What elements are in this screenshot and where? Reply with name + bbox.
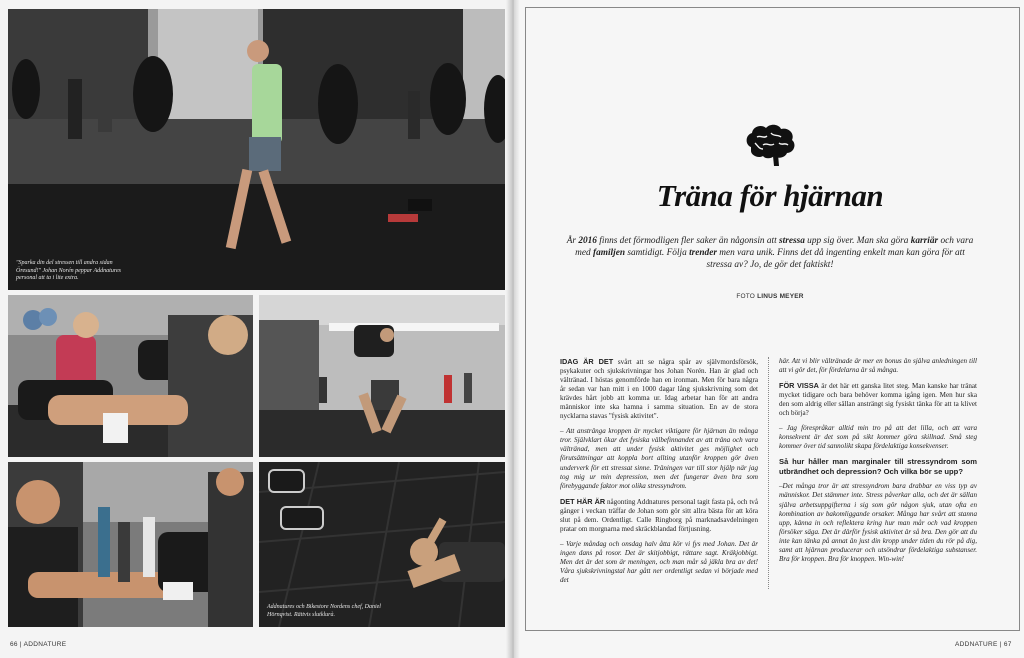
photo-group-training <box>8 462 253 627</box>
photo-pads-training <box>8 295 253 457</box>
photo-woman-on-floor <box>259 462 505 627</box>
photo-caption: "Sparka din del stressen till andra sidan Öresund!" Johan Norén peppar Addnatures personal att ta i lite extra. <box>16 260 121 281</box>
article-intro: År 2016 finns det förmodligen fler saker än någonsin att stressa upp sig över. Man ska göra karriär och vara med familjen samtidigt. Följa trender men vara unik. Finns det då ingenting enkelt man kan göra för att stressa av? Jo, de gör det faktiskt! <box>566 236 974 270</box>
column-divider <box>768 357 770 589</box>
photo-credit: FOTO LINUS MEYER <box>736 293 804 300</box>
page-number-right: ADDNATURE | 67 <box>955 641 1012 648</box>
page-gutter <box>506 0 520 658</box>
photo-jumping-exercise <box>259 295 505 457</box>
body-column-left: IDAG ÄR DET svårt att se några spår av självmordsförsök, psykakuter och sjukskrivningar hos Johan Norén. Han är glad och vältränad. I höstas genomförde han en ironman. Men för bara några år sedan var han mitt i en 1000 dagar lång sjukskrivning som det krävdes hårt jobb att komma ur. Idag arbetar han för att andra människor inte ska hamna i samma situation. En av de stora nycklarna stavas "fysisk aktivitet". – Att anstränga kroppen är mycket viktigare för hjärnan än många tror. Självklart ökar det fysiska välbefinnandet av att träna och vara vältränad, men att under fysisk aktivitet ges möjlighet och förutsättningar att koppla bort allting utanför kroppen gör även underverk för ett stressat sinne. Träningen var till stor hjälp när jag tog mig ur min depression, men det fungerar även bra som förebyggande faktor mot olika stressyndrom. DET HÄR ÄR någonting Addnatures personal tagit fasta på, och två gånger i veckan träffar de Johan som gör sitt allra bästa för att köra slut på dem. Ordentligt. Calle Ringborg på marknadsavdelningen pratar om morgnarna med skräckblandad förtjusning. – Varje måndag och onsdag halv åtta kör vi fys med Johan. Det är ingen dans på rosor. Det är skitjobbigt, rättare sagt. Kräkjobbigt. Men det är det som är meningen, och man mår så jäkla bra av det! Våra sjukskrivningstal har gått ner ordentligt sedan vi började med det <box>560 357 758 585</box>
article-title: Träna för hjärnan <box>656 178 884 213</box>
photo-caption: Addnatures och Bikestore Nordens chef, Daniel Hörnqvist. Rättvis slutklurà. <box>267 604 381 618</box>
body-column-right: här. Att vi blir vältränade är mer en bonus än själva anledningen till att vi gör det, för fördelarna är så många. FÖR VISSA är det här ett ganska litet steg. Man kanske har tränat mycket tidigare och bara behöver komma igång igen. Men hur ska den som aldrig eller sällan ansträngt sig fysiskt tänka för att ta klivet och börja? – Jag förespråkar alltid min tro på att det lilla, och att vara konsekvent är det som på sikt kommer göra skillnad. Små steg kommer över tid sannolikt skapa fördelaktiga konsekvenser. Så hur håller man marginaler till stressyndrom som utbrändhet och depression? Och vilka bör se upp? –Det många tror är att stressyndrom bara drabbar en viss typ av människor. Det stämmer inte. Stress påverkar alla, och det är sällan själva arbetsuppgifterna i sig som gör någon sjuk, utan ofta en kombination av bakomliggande orsaker. Många har svårt att stanna upp, känna in och reflektera kring hur man mår och vad kroppen försöker säga. Det är därför fysisk aktivitet är så bra. Den gör att du inte kan tänka på annat än just din kropp under tiden du rör på dig, samt att hjärnan producerar och utsöndrar fördelaktiga substanser. Bra för kroppen. Bra för knoppen. Win-win! <box>779 357 978 563</box>
brain-icon <box>741 121 799 169</box>
page-number-left: 66 | ADDNATURE <box>10 641 67 648</box>
photo-trainer-gym <box>8 9 505 290</box>
